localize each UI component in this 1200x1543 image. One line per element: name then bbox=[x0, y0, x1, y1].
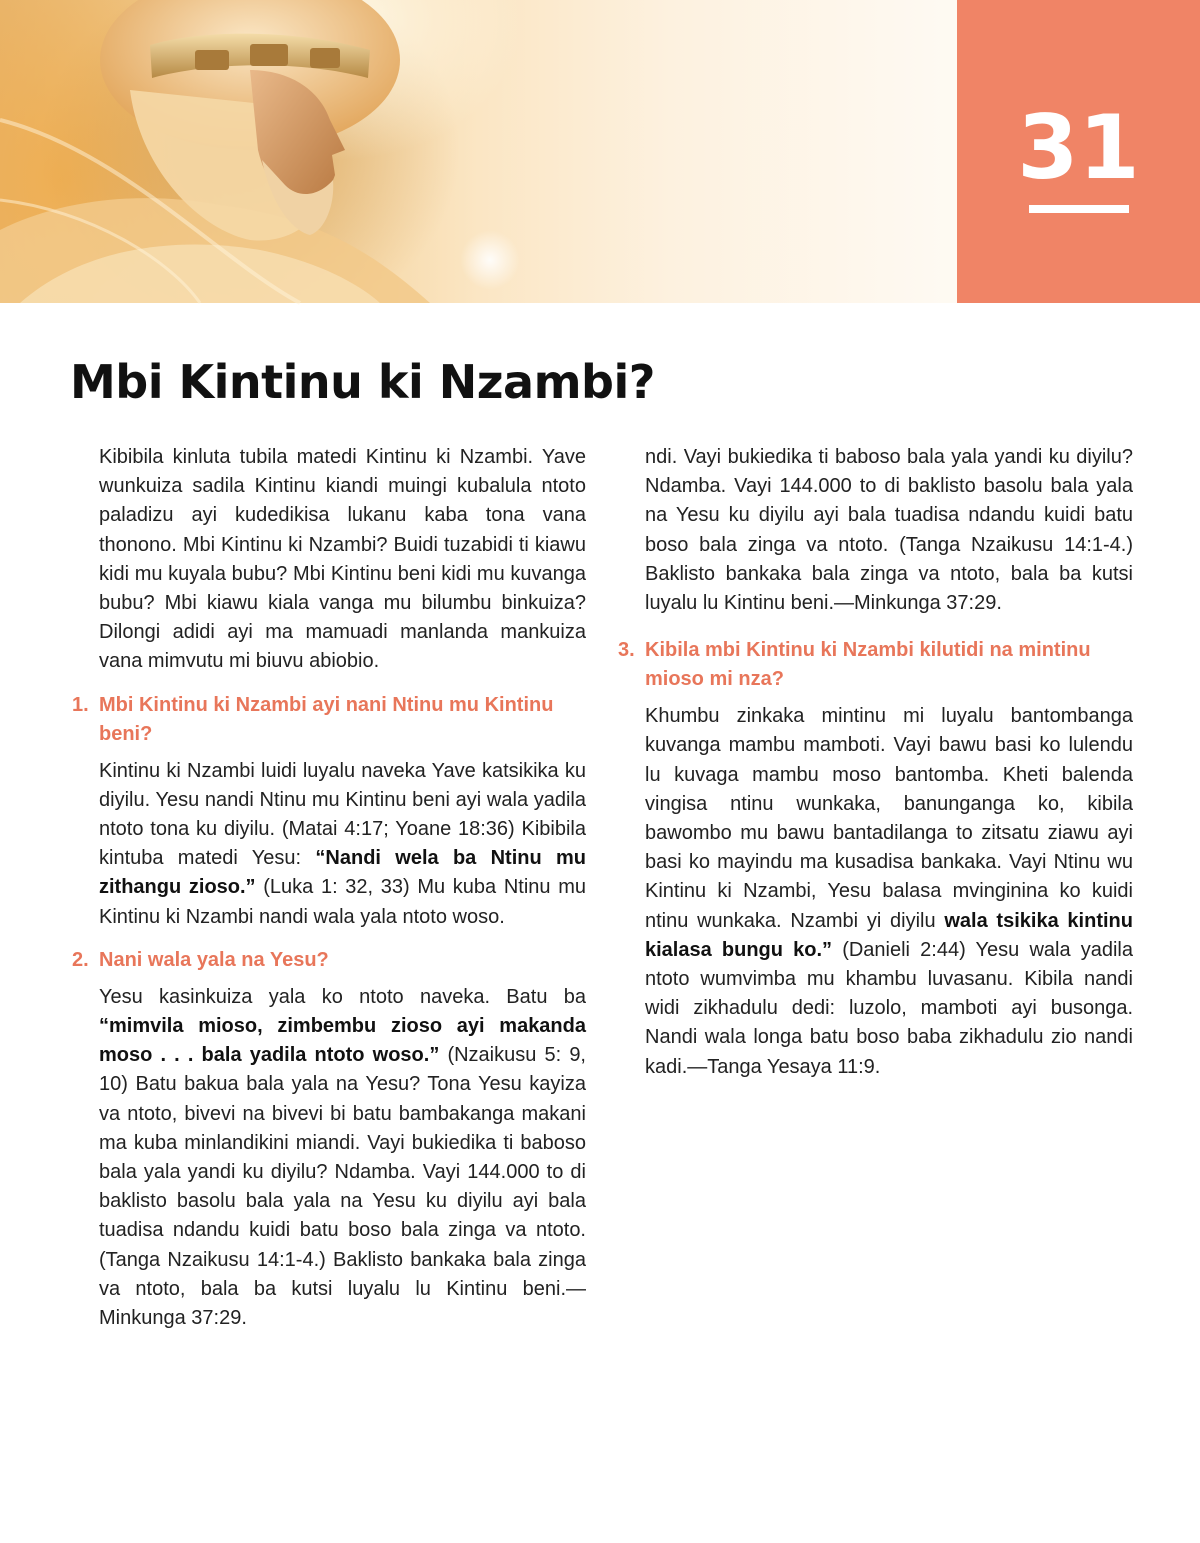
question-2 bbox=[72, 946, 586, 975]
answer-2-paragraph bbox=[99, 983, 586, 1330]
answer-2-quote: “mimvila mioso, zimbembu zioso ayi makanda moso . . . bala yadila ntoto woso.” bbox=[99, 1015, 586, 1067]
question-1 bbox=[72, 691, 586, 749]
answer-3-text-b: (Danieli 2:44) Yesu wala yadila ntoto wumvimba mu khambu luvasanu. Kibila nandi widi zikhadulu dedi: luzolo, mamboti ayi busonga. Nandi wala longa batu boso baba zikhadulu zio nandi kadi.—Tanga Yesaya 11:9. bbox=[645, 938, 1133, 1078]
answer-1-quote: “Nandi wela ba Ntinu mu zithangu zioso.” bbox=[99, 847, 587, 899]
right-column bbox=[618, 443, 1133, 1082]
question-2-text: Nani wala yala na Yesu? bbox=[99, 948, 329, 971]
left-column bbox=[72, 443, 587, 1330]
intro-paragraph: Kibibila kinluta tubila matedi Kintinu ki Nzambi. Yave wunkuiza sadila Kintinu kiandi muingi kubalula ntoto paladizu ayi kudedikisa lukanu kaba tona vana thonono. Mbi Kintinu ki Nzambi? Buidi tuzabidi ti kiawu kidi mu kuyala bubu? Mbi Kintinu beni kidi mu kuvanga bubu? Mbi kiawu kiala vanga mu bilumbu binkuiza? Dilongi adidi ayi ma mamuadi manlanda mankuiza vana mimvutu mi biuvu abiobio. bbox=[99, 446, 586, 673]
question-3 bbox=[618, 636, 1133, 694]
answer-1-paragraph bbox=[99, 757, 586, 932]
answer-3-text-a: Khumbu zinkaka mintinu mi luyalu bantombanga kuvanga mambu mamboti. Vayi bawu basi ko lulendu lu kuvaga mambu moso bantomba. Kheti balenda vingisa ntinu wunkaka, banunganga ko, kibila bawombo mu bawu bantadilanga to zitsatu ziawu ayi basi ko mayindu ma kusadisa bankaka. Vayi Ntinu wu Kintinu ki Nzambi, Yesu balasa mvinginina ko kuidi ntinu wunkaka. Nzambi yi diyilu bbox=[645, 705, 1133, 932]
question-2-number: 2. bbox=[72, 948, 89, 971]
answer-2-continued: ndi. Vayi bukiedika ti baboso bala yala yandi ku diyilu? Ndamba. Vayi 144.000 to di baklisto basolu bala yala na Yesu ku diyilu ayi bala tuadisa ndandu kuidi batu boso bala zinga va ntoto. (Tanga Nzaikusu 14:1-4.) Baklisto bankaka bala zinga va ntoto, bala ba kutsi luyalu lu Kintinu beni.—Minkunga 37:29. bbox=[645, 446, 1133, 615]
answer-1-text-b: (Luka 1: 32, 33) Mu kuba Ntinu mu Kintinu ki Nzambi nandi wala yala ntoto woso. bbox=[99, 876, 587, 928]
answer-3-paragraph bbox=[645, 702, 1133, 1082]
question-1-text: Mbi Kintinu ki Nzambi ayi nani Ntinu mu Kintinu beni? bbox=[99, 693, 554, 745]
lesson-number: 31 bbox=[1017, 96, 1140, 199]
question-3-number: 3. bbox=[618, 639, 635, 662]
answer-2-text-a: Yesu kasinkuiza yala ko ntoto naveka. Batu ba bbox=[99, 985, 586, 1008]
answer-2-text-b: (Nzaikusu 5: 9, 10) Batu bakua bala yala na Yesu? Tona Yesu kayiza va ntoto, bivevi na bivevi bi batu bambakanga makani ma kuba minlandikini miandi. Vayi bukiedika ti baboso bala yala yandi ku diyilu? Ndamba. Vayi 144.000 to di baklisto basolu bala yala na Yesu ku diyilu ayi bala tuadisa ndandu kuidi batu boso bala zinga va ntoto. (Tanga Nzaikusu 14:1-4.) Baklisto bankaka bala zinga va ntoto, bala ba kutsi luyalu lu Kintinu beni.—Minkunga 37:29. bbox=[99, 1044, 586, 1330]
header-illustration bbox=[0, 0, 957, 303]
lesson-number-box bbox=[957, 0, 1200, 303]
light-flare bbox=[460, 230, 520, 290]
page-title: Mbi Kintinu ki Nzambi? bbox=[70, 355, 655, 409]
answer-1-text-a: Kintinu ki Nzambi luidi luyalu naveka Yave katsikika ku diyilu. Yesu nandi Ntinu mu Kintinu beni ayi wala yadila ntoto tona ku diyilu. (Matai 4:17; Yoane 18:36) Kibibila kintuba matedi Yesu: bbox=[99, 759, 586, 870]
question-1-number: 1. bbox=[72, 693, 89, 716]
answer-3-quote: wala tsikika kintinu kialasa bungu ko.” bbox=[645, 909, 1133, 961]
question-3-text: Kibila mbi Kintinu ki Nzambi kilutidi na mintinu mioso mi nza? bbox=[645, 639, 1091, 691]
lesson-number-underline bbox=[1029, 205, 1129, 213]
